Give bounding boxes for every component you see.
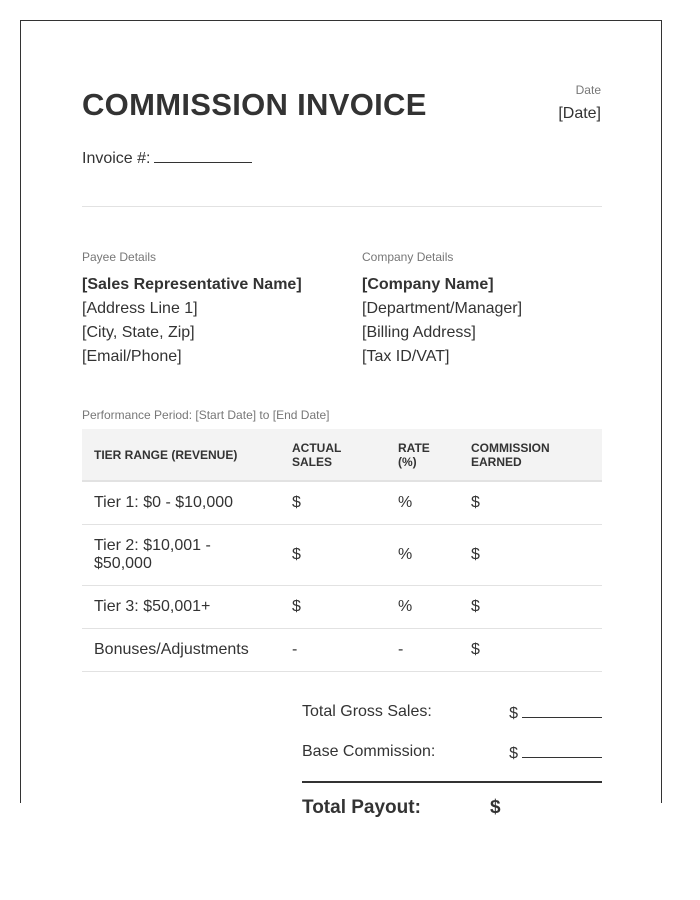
total-payout-label: Total Payout:: [302, 797, 421, 818]
payee-city-line: [City, State, Zip]: [82, 324, 195, 341]
invoice-number-label: Invoice #:: [82, 150, 151, 167]
base-commission-value: [509, 743, 602, 763]
base-commission-blank: [522, 743, 602, 758]
commission-cell: $: [459, 525, 602, 586]
actual-sales-cell: $: [280, 586, 386, 629]
header-actual-sales: ACTUAL SALES: [280, 429, 386, 481]
base-commission-label: Base Commission:: [302, 743, 436, 760]
rate-cell: %: [386, 525, 459, 586]
rate-cell: -: [386, 629, 459, 672]
total-payout-currency: $: [490, 797, 501, 818]
invoice-number-blank: [154, 148, 252, 163]
summary-divider: [302, 781, 602, 783]
tier-range-cell: Tier 2: $10,001 - $50,000: [82, 525, 280, 586]
invoice-sheet: [20, 20, 662, 818]
table-row: [82, 629, 602, 672]
commission-cell: $: [459, 586, 602, 629]
gross-sales-currency: $: [509, 705, 518, 722]
tier-range-cell: Tier 1: $0 - $10,000: [82, 481, 280, 525]
invoice-number: [82, 148, 252, 168]
company-details: [362, 250, 622, 369]
table-row: [82, 586, 602, 629]
base-commission-currency: $: [509, 745, 518, 762]
company-department-line: [Department/Manager]: [362, 300, 523, 317]
date-label: Date: [575, 83, 601, 97]
header-tier-range: TIER RANGE (REVENUE): [82, 429, 280, 481]
company-name: [Company Name]: [362, 276, 494, 293]
date-block: [558, 83, 601, 123]
actual-sales-cell: $: [280, 525, 386, 586]
gross-sales-label: Total Gross Sales:: [302, 703, 432, 720]
tier-range-cell: Tier 3: $50,001+: [82, 586, 280, 629]
payee-details: [82, 250, 342, 369]
company-details-label: Company Details: [362, 250, 454, 264]
payee-details-label: Payee Details: [82, 250, 157, 264]
payee-contact-line: [Email/Phone]: [82, 348, 182, 365]
commission-cell: $: [459, 481, 602, 525]
actual-sales-cell: $: [280, 481, 386, 525]
company-billing-line: [Billing Address]: [362, 324, 476, 341]
header-rate: RATE (%): [386, 429, 459, 481]
tier-range-cell: Bonuses/Adjustments: [82, 629, 280, 672]
rate-cell: %: [386, 586, 459, 629]
actual-sales-cell: -: [280, 629, 386, 672]
gross-sales-value: [509, 703, 602, 723]
commission-cell: $: [459, 629, 602, 672]
rate-cell: %: [386, 481, 459, 525]
header-commission-earned: COMMISSION EARNED: [459, 429, 602, 481]
table-row: [82, 481, 602, 525]
performance-period: Performance Period: [Start Date] to [End Date]: [82, 408, 330, 422]
header-divider: [82, 206, 602, 207]
document-title: COMMISSION INVOICE: [82, 87, 427, 122]
gross-sales-row: [302, 703, 602, 721]
table-header-row: [82, 429, 602, 481]
commission-table: [82, 429, 602, 672]
payee-name: [Sales Representative Name]: [82, 276, 302, 293]
gross-sales-blank: [522, 703, 602, 718]
base-commission-row: [302, 743, 602, 761]
company-tax-line: [Tax ID/VAT]: [362, 348, 450, 365]
date-value: [Date]: [558, 105, 601, 122]
payee-address-line: [Address Line 1]: [82, 300, 198, 317]
table-row: [82, 525, 602, 586]
